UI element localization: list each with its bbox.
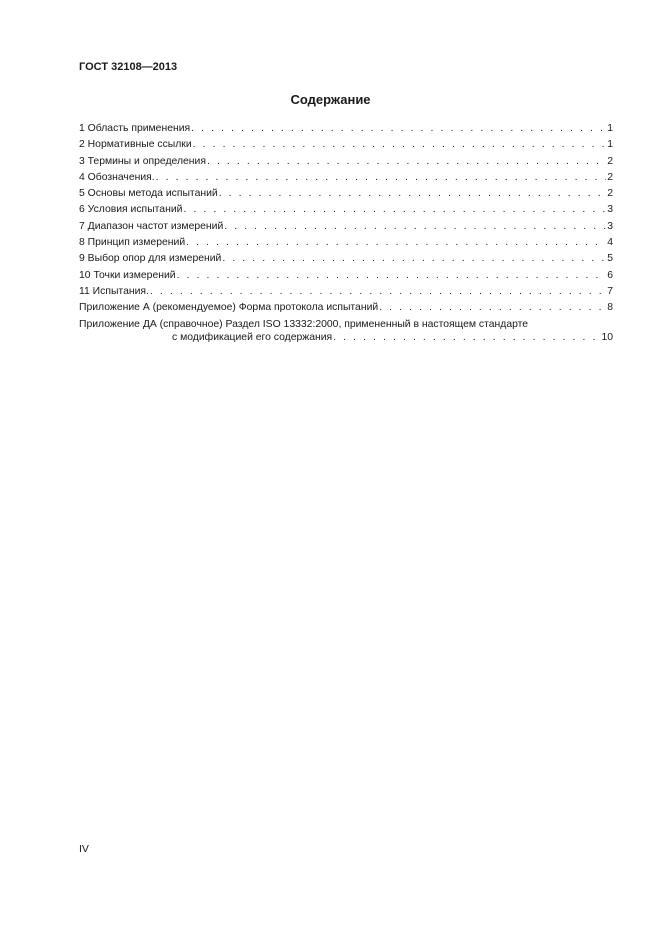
page-number: IV — [79, 843, 89, 855]
toc-entry-5[interactable] — [79, 186, 613, 202]
toc-entry-page: 6 — [607, 269, 613, 281]
toc-entry-page: 10 — [601, 331, 613, 343]
dot-leader — [156, 170, 607, 186]
page-title: Содержание — [290, 92, 371, 107]
toc-entry-4[interactable] — [79, 170, 613, 186]
toc-entry-page: 2 — [607, 188, 613, 200]
table-of-contents — [79, 121, 613, 346]
toc-entry-appendix-da[interactable] — [79, 317, 613, 346]
toc-entry-10[interactable] — [79, 268, 613, 284]
dot-leader — [191, 121, 606, 137]
dot-leader — [150, 284, 606, 300]
toc-entry-page: 4 — [607, 237, 613, 249]
toc-entry-label: 11 Испытания. — [79, 285, 149, 297]
toc-entry-label: 3 Термины и определения — [79, 155, 206, 167]
toc-entry-7[interactable] — [79, 219, 613, 235]
toc-entry-label: 7 Диапазон частот измерений — [79, 220, 224, 232]
toc-entry-label: 5 Основы метода испытаний — [79, 188, 218, 200]
toc-entry-6[interactable] — [79, 202, 613, 218]
toc-entry-label: Приложение А (рекомендуемое) Форма протокола испытаний — [79, 302, 379, 314]
toc-entry-2[interactable] — [79, 137, 613, 153]
toc-entry-label: 10 Точки измерений — [79, 269, 176, 281]
toc-entry-page: 2 — [607, 171, 613, 183]
toc-entry-page: 3 — [607, 204, 613, 216]
toc-entry-label: 6 Условия испытаний — [79, 204, 183, 216]
dot-leader — [379, 300, 606, 316]
toc-entry-page: 5 — [607, 253, 613, 265]
document-code: ГОСТ 32108—2013 — [79, 61, 178, 73]
toc-entry-9[interactable] — [79, 251, 613, 267]
toc-entry-label: 8 Принцип измерений — [79, 237, 186, 249]
dot-leader — [333, 330, 600, 346]
toc-entry-label: 9 Выбор опор для измерений — [79, 253, 222, 265]
toc-entry-label: 1 Область применения — [79, 123, 191, 134]
toc-entry-11[interactable] — [79, 284, 613, 300]
dot-leader — [186, 235, 606, 251]
toc-entry-label-line1: Приложение ДА (справочное) Раздел ISO 13332:2000, примененный в настоящем стандарте — [79, 318, 529, 330]
dot-leader — [177, 268, 607, 284]
dot-leader — [224, 219, 606, 235]
toc-entry-page: 1 — [607, 139, 613, 151]
toc-entry-3[interactable] — [79, 154, 613, 170]
toc-entry-label: 2 Нормативные ссылки — [79, 139, 192, 151]
toc-entry-page: 8 — [607, 302, 613, 314]
toc-entry-page: 1 — [607, 123, 613, 134]
dot-leader — [183, 202, 606, 218]
toc-entry-page: 3 — [607, 220, 613, 232]
dot-leader — [207, 154, 606, 170]
toc-entry-page: 7 — [607, 285, 613, 297]
toc-entry-continuation — [79, 330, 613, 346]
toc-entry-8[interactable] — [79, 235, 613, 251]
toc-entry-1[interactable] — [79, 121, 613, 137]
toc-entry-page: 2 — [607, 155, 613, 167]
toc-entry-label: 4 Обозначения. — [79, 171, 155, 183]
toc-entry-appendix-a[interactable] — [79, 300, 613, 316]
dot-leader — [222, 251, 606, 267]
dot-leader — [219, 186, 607, 202]
toc-entry-label-line2: с модификацией его содержания — [172, 331, 333, 343]
dot-leader — [193, 137, 607, 153]
